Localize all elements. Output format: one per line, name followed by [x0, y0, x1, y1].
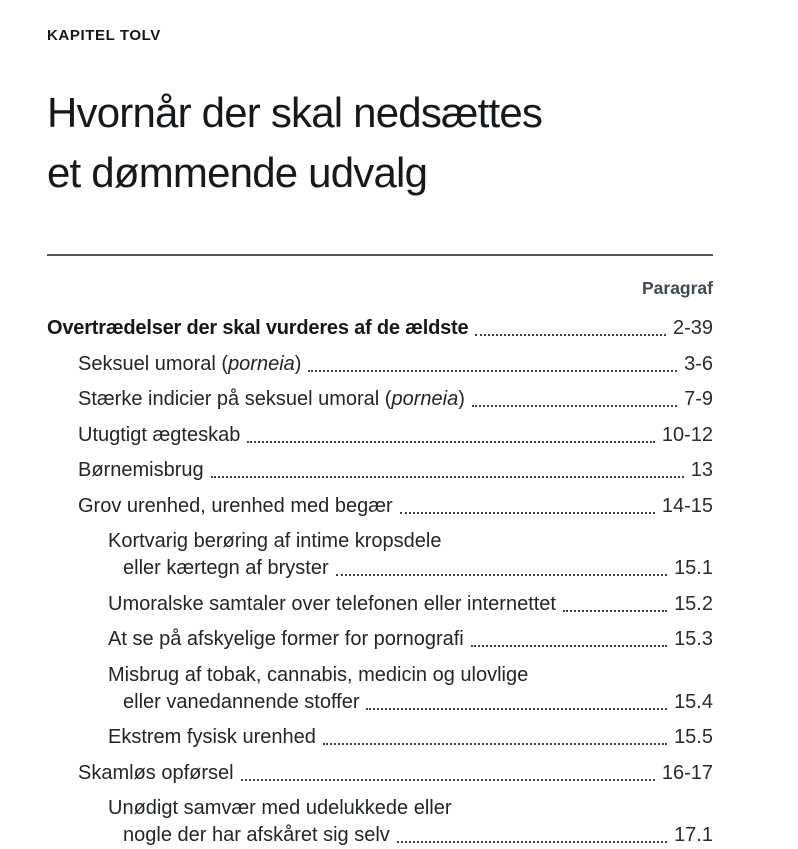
dotted-leader — [308, 370, 677, 372]
toc-entry-line — [78, 422, 713, 449]
toc-entry-label — [123, 555, 329, 582]
toc-entry — [47, 493, 713, 520]
toc-entry — [47, 662, 713, 716]
paragraph-number: 17.1 — [674, 824, 713, 846]
toc-entry-label — [123, 689, 359, 716]
dotted-leader — [336, 574, 667, 576]
paragraph-number: 15.1 — [674, 557, 713, 579]
paragraph-number: 15.2 — [674, 592, 713, 615]
toc-entry-line — [108, 822, 713, 849]
chapter-kicker: KAPITEL TOLV — [47, 27, 161, 44]
paragraph-number: 7-9 — [684, 388, 713, 410]
toc-entry-label-italic: porneia — [228, 352, 295, 375]
toc-entry — [47, 457, 713, 484]
dotted-leader — [397, 841, 667, 843]
toc-entry-label-text: eller kærtegn af bryster — [123, 557, 329, 579]
paragraph-number: 2-39 — [672, 317, 713, 339]
dotted-leader — [366, 708, 667, 710]
toc-entry-label — [108, 626, 464, 653]
dotted-leader — [323, 743, 667, 745]
toc-entry-line — [78, 493, 713, 520]
toc-entry — [47, 315, 713, 342]
toc-entry — [47, 724, 713, 751]
dotted-leader — [563, 610, 667, 612]
toc-entry-label-text: Stærke indicier på seksuel umoral ( — [78, 388, 392, 410]
toc-entry — [47, 422, 713, 449]
toc-entry-line — [108, 555, 713, 582]
toc-entry-line — [108, 724, 713, 751]
paragraph-number: 13 — [690, 459, 713, 481]
toc-entry-label — [47, 315, 468, 342]
toc-entry-label — [78, 493, 393, 520]
toc-entry — [47, 351, 713, 378]
paragraph-number: 15.3 — [674, 628, 713, 650]
paragraph-number: 14-15 — [661, 494, 713, 517]
toc-entry-label — [78, 760, 234, 787]
toc-entry-label — [108, 724, 316, 751]
toc-entry-label-italic: porneia — [391, 388, 459, 410]
toc-entry-line — [78, 386, 713, 413]
toc-entry-label-text: Utugtigt ægteskab — [78, 423, 241, 446]
paragraph-number: 16-17 — [661, 761, 713, 784]
paragraph-number: 15.4 — [674, 690, 713, 713]
toc-entry-label — [78, 386, 465, 413]
toc-entry-line — [108, 626, 713, 653]
chapter-title-line1: Hvornår der skal nedsættes — [47, 89, 543, 136]
toc-entry-label — [108, 591, 556, 618]
toc-entry — [47, 386, 713, 413]
toc-entry-label-text: Overtrædelser der skal vurderes af de ældste — [47, 317, 469, 339]
table-of-contents — [47, 315, 713, 849]
toc-entry — [47, 760, 713, 787]
toc-entry-label-text: Seksuel umoral ( — [78, 352, 229, 375]
toc-entry-label-line: Unødigt samvær med udelukkede eller — [108, 797, 452, 819]
toc-entry-line — [78, 351, 713, 378]
toc-entry-label-text: Umoralske samtaler over telefonen eller internettet — [108, 592, 556, 615]
toc-entry-label — [123, 822, 390, 849]
toc-entry-line — [108, 689, 713, 716]
chapter-title-line2: et dømmende udvalg — [47, 149, 428, 196]
toc-entry-label-text: Ekstrem fysisk urenhed — [108, 726, 316, 748]
dotted-leader — [471, 645, 667, 647]
toc-entry-label-text: At se på afskyelige former for pornografi — [108, 628, 464, 650]
dotted-leader — [247, 441, 655, 443]
toc-entry-label-text: ) — [294, 352, 302, 375]
dotted-leader — [475, 334, 666, 336]
toc-entry-label-text: ) — [458, 388, 465, 410]
dotted-leader — [472, 405, 677, 407]
toc-entry — [47, 591, 713, 618]
toc-entry-label — [78, 457, 204, 484]
paragraph-number: 10-12 — [661, 423, 713, 446]
toc-entry-label-text: nogle der har afskåret sig selv — [123, 824, 390, 846]
toc-entry — [47, 528, 713, 582]
toc-entry-label-text: Skamløs opførsel — [78, 761, 234, 784]
dotted-leader — [241, 779, 655, 781]
toc-entry-label — [78, 351, 301, 378]
toc-entry-label-text: eller vanedannende stoffer — [123, 690, 360, 713]
toc-entry-label — [78, 422, 240, 449]
toc-entry-label-line: Misbrug af tobak, cannabis, medicin og ulovlige — [108, 663, 529, 686]
toc-entry-line — [78, 457, 713, 484]
dotted-leader — [211, 476, 684, 478]
toc-entry — [47, 626, 713, 653]
paragraph-number: 15.5 — [674, 726, 713, 748]
toc-entry-label-line: Kortvarig berøring af intime kropsdele — [108, 530, 442, 552]
toc-entry-label-text: Grov urenhed, urenhed med begær — [78, 494, 393, 517]
paragraph-number: 3-6 — [684, 352, 713, 375]
toc-entry-line — [47, 315, 713, 342]
divider-rule — [47, 254, 713, 256]
chapter-title — [47, 83, 713, 203]
toc-entry-line — [108, 591, 713, 618]
dotted-leader — [400, 512, 655, 514]
paragraph-column-header: Paragraf — [641, 278, 713, 298]
toc-entry-line — [78, 760, 713, 787]
toc-entry-label-text: Børnemisbrug — [78, 459, 204, 481]
toc-entry — [47, 795, 713, 849]
